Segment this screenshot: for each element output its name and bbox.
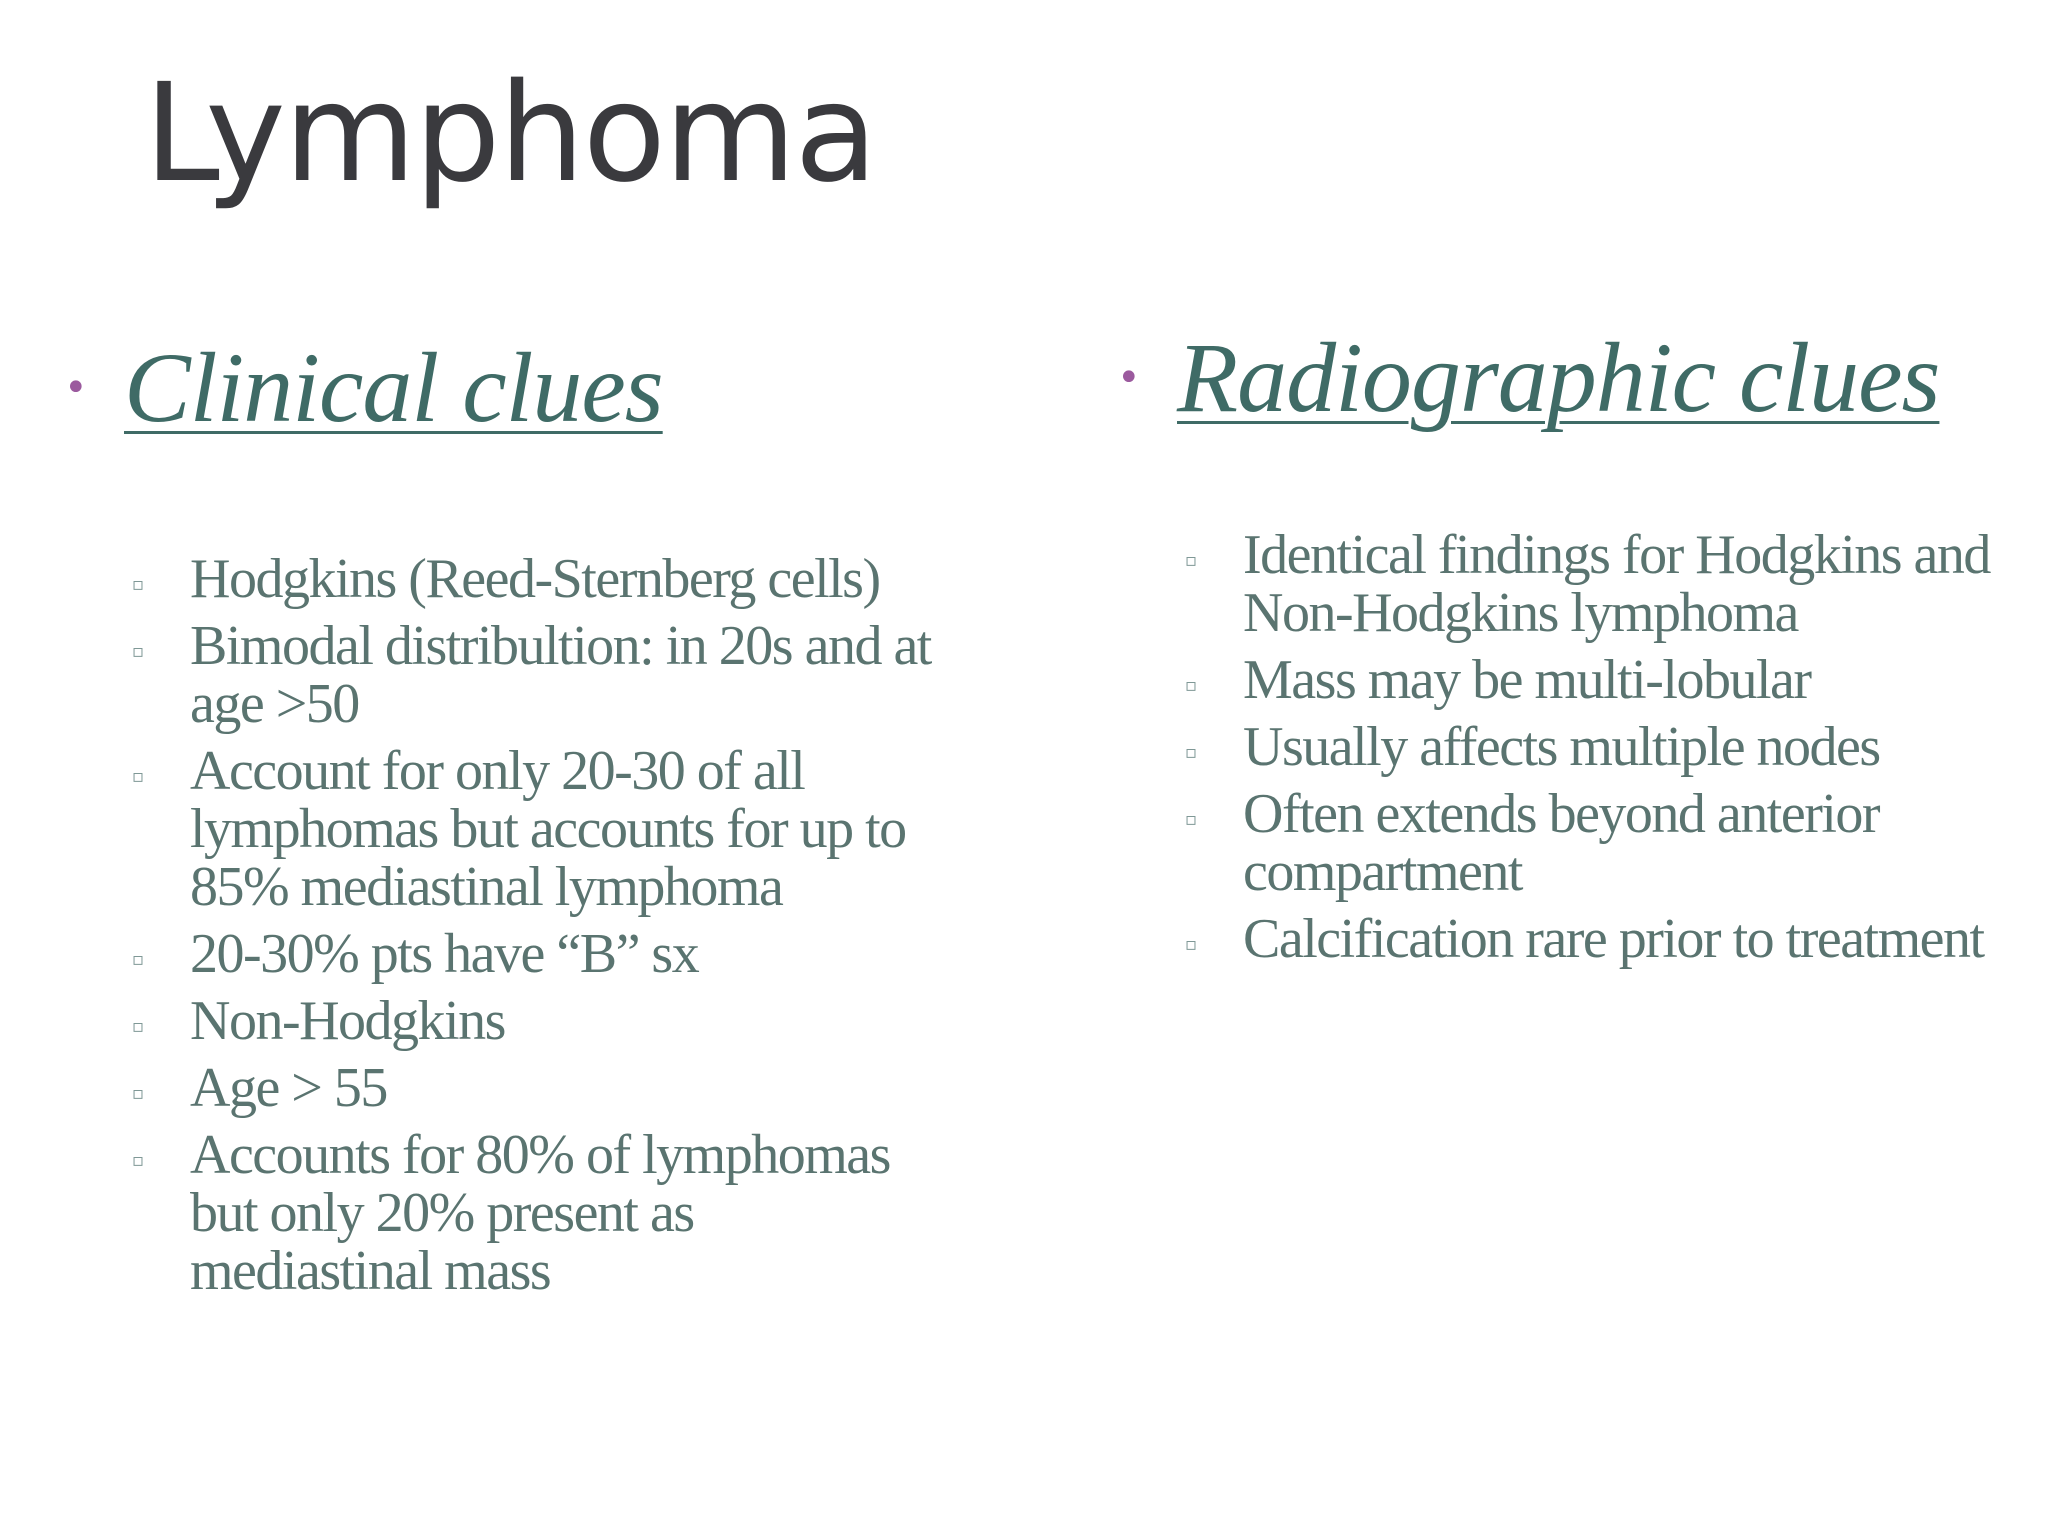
clinical-clues-list [132,550,932,1300]
square-bullet-icon: ▫ [132,1016,145,1037]
square-bullet-icon: ▫ [132,574,145,595]
list-item-text: Usually affects multiple nodes [1243,716,1880,778]
list-item-text: 20-30% pts have “B” sx [190,923,699,985]
list-item-text: Account for only 20-30 of all lymphomas but accounts for up to 85% mediastinal lymphoma [190,740,906,918]
square-bullet-icon: ▫ [132,949,145,970]
list-item-text: Mass may be multi-lobular [1243,649,1811,711]
slide-title: Lymphoma [144,55,876,213]
radiographic-clues-list [1185,526,2048,968]
list-item [1185,526,2048,642]
list-item-text: Bimodal distribultion: in 20s and at age >50 [190,615,931,735]
square-bullet-icon: ▫ [1185,934,1198,955]
list-item-text: Identical findings for Hodgkins and Non-Hodgkins lymphoma [1243,524,1990,644]
list-item [132,742,932,916]
square-bullet-icon: ▫ [132,766,145,787]
list-item [132,992,932,1050]
list-item [132,1059,932,1117]
radiographic-clues-column [1117,322,2017,977]
square-bullet-icon: ▫ [1185,675,1198,696]
list-item [1185,651,2048,709]
list-item [132,925,932,983]
list-item [1185,718,2048,776]
list-item [1185,910,2048,968]
list-item [132,550,932,608]
radiographic-clues-heading: Radiographic clues [1177,322,1940,433]
square-bullet-icon: ▫ [132,1083,145,1104]
clinical-clues-column [64,332,964,1309]
clinical-clues-heading: Clinical clues [124,332,663,443]
square-bullet-icon: ▫ [132,641,145,662]
bullet-dot-icon: • [1117,354,1141,401]
list-item-text: Hodgkins (Reed-Sternberg cells) [190,548,880,610]
list-item [132,1126,932,1300]
list-item-text: Non-Hodgkins [190,990,505,1052]
radiographic-clues-heading-row [1117,322,2017,433]
square-bullet-icon: ▫ [1185,742,1198,763]
square-bullet-icon: ▫ [1185,550,1198,571]
list-item-text: Accounts for 80% of lymphomas but only 20% present as mediastinal mass [190,1124,890,1302]
list-item [132,617,932,733]
list-item-text: Often extends beyond anterior compartment [1243,783,1880,903]
list-item-text: Calcification rare prior to treatment [1243,908,1984,970]
square-bullet-icon: ▫ [132,1150,145,1171]
list-item [1185,785,2048,901]
square-bullet-icon: ▫ [1185,809,1198,830]
clinical-clues-heading-row [64,332,964,443]
bullet-dot-icon: • [64,364,88,411]
list-item-text: Age > 55 [190,1057,387,1119]
